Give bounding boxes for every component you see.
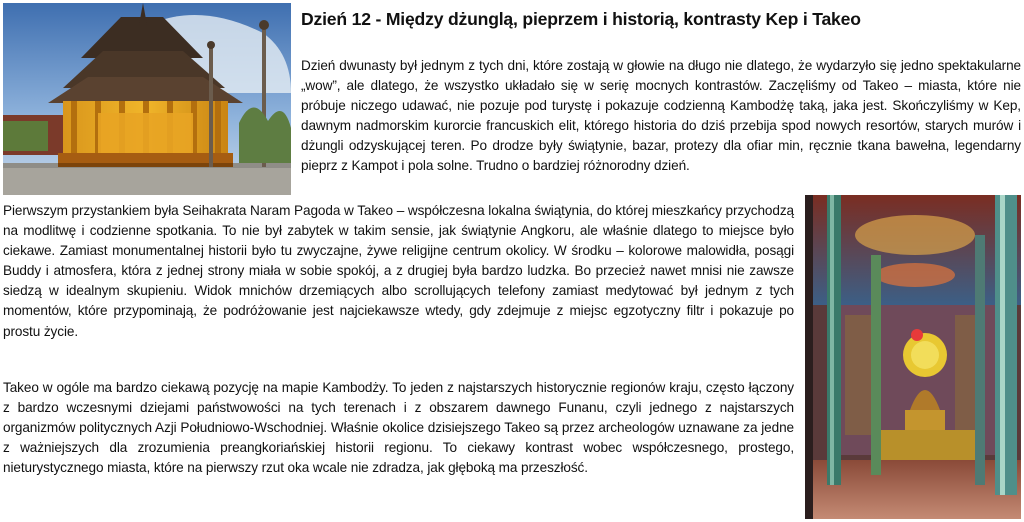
pagoda-exterior-photo [3, 3, 291, 195]
intro-paragraph: Dzień dwunasty był jednym z tych dni, które zostają w głowie na długo nie dlatego, że wydarzyło się jedno spektakularne „wow”, ale dlatego, że wszystko układało się w serię mocnych kontrastów. Zaczęliśmy od Takeo – miasta, które nie próbuje niczego udawać, nie pozuje pod turystę i pokazuje codzienną Kambodżę taką, jaka jest. Skończyliśmy w Kep, dawnym nadmorskim kurorcie francuskich elit, którego historia do dziś przebija spod nowych resortów, starych murów i dżungli odzyskującej teren. Po drodze były świątynie, bazar, protezy dla ofiar min, ręcznie tkana bawełna, legendarny pieprz z Kampot i pola solne. Trudno o bardziej różnorodny dzień. [301, 58, 1021, 174]
body-paragraph-takeo: Takeo w ogóle ma bardzo ciekawą pozycję na mapie Kambodży. To jeden z najstarszych historycznie regionów kraju, często łączony z bardzo wczesnymi dziejami państwowości na tych terenach i z obszarem dawnego Funanu, czyli jednego z najstarszych organizmów politycznych Azji Południowo-Wschodniej. Właśnie okolice dzisiejszego Takeo są przez archeologów uznawane za jedne z ważniejszych dla zrozumienia preangkoriańskiej historii regionu. To ciekawy kontrast wobec współczesnego, prostego, nieturystycznego miasta, które na pierwszy rzut oka wcale nie zdradza, jak głęboką ma przeszłość. [3, 380, 794, 476]
body-paragraph-pagoda: Pierwszym przystankiem była Seihakrata Naram Pagoda w Takeo – współczesna lokalna świątynia, do której mieszkańcy przychodzą na modlitwę i codzienne spotkania. To nie był zabytek w takim sensie, jak świątynie Angkoru, ale właśnie dlatego to miejsce było ciekawe. Zamiast monumentalnej historii było tu zwyczajne, żywe religijne centrum okolicy. W środku – kolorowe malowidła, posągi Buddy i atmosfera, która z jednej strony miała w sobie spokój, a z drugiej była bardzo ludzka. Bo przecież nawet mnisi nie zawsze siedzą w idealnym skupieniu. Widok mnichów drzemiących albo scrollujących telefony zamiast medytować był jednym z tych momentów, które przypominają, że podróżowanie jest najciekawsze wtedy, gdy zdejmuje z miejsc egzotyczny filtr i pokazuje po prostu życie. [3, 203, 794, 339]
page-title: Dzień 12 - Między dżunglą, pieprzem i historią, kontrasty Kep i Takeo [301, 9, 861, 29]
temple-interior-photo [805, 195, 1021, 519]
